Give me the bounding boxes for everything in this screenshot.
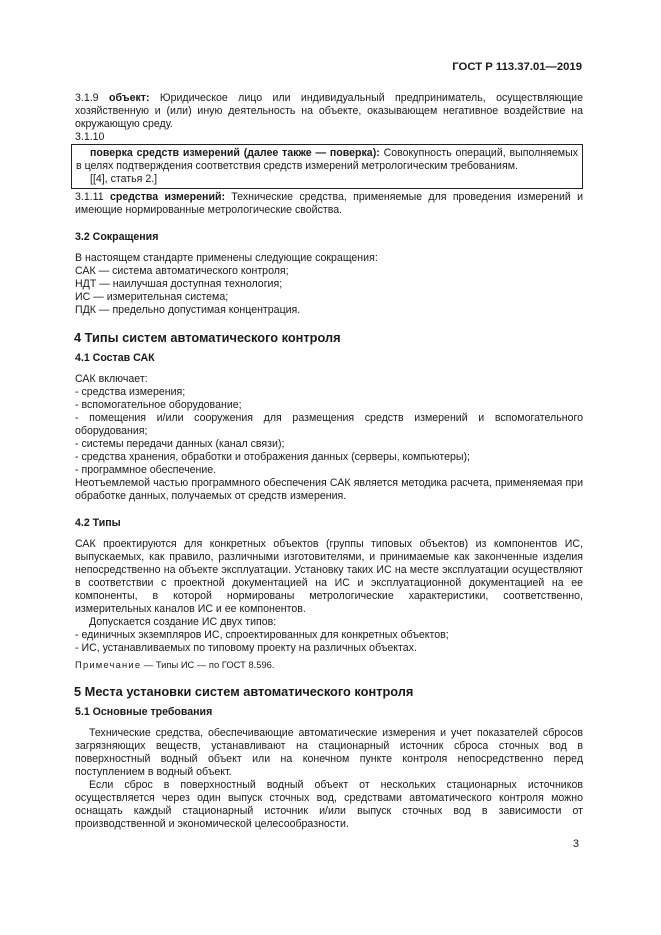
list-item: - единичных экземпляров ИС, спроектированных для конкретных объектов; [75, 629, 449, 641]
definition-reference: [[4], статья 2.] [90, 173, 158, 185]
section-heading-5: 5 Места установки систем автоматического контроля [74, 684, 414, 699]
note-text: — Типы ИС — по ГОСТ 8.596. [141, 659, 275, 670]
section-heading-4-2: 4.2 Типы [75, 517, 121, 529]
paragraph: Технические средства, обеспечивающие автоматические измерения и учет показателей сбросов загрязняющих веществ, устанавливают на стационарный источник сброса сточных вод в поверхностный водный объект или на конечном пункте контроля непосредственно перед поступлением в водный объект. [75, 727, 583, 778]
page-content [75, 92, 583, 831]
list-item: - средства измерения; [75, 386, 186, 398]
paragraph: САК включает: [75, 373, 148, 385]
document-id: ГОСТ Р 113.37.01—2019 [452, 61, 582, 73]
definition-term: поверка средств измерений (далее также — поверка): [90, 147, 380, 159]
definition-box [71, 144, 583, 189]
definition-number: 3.1.11 [75, 191, 104, 203]
list-item: САК — система автоматического контроля; [75, 265, 289, 277]
definition-number: 3.1.9 [75, 92, 99, 104]
paragraph: Допускается создание ИС двух типов: [89, 616, 277, 628]
list-item: - ИС, устанавливаемых по типовому проекту на различных объектах. [75, 642, 417, 654]
list-item: ИС — измерительная система; [75, 291, 229, 303]
list-item: НДТ — наилучшая доступная технология; [75, 278, 283, 290]
page-number: 3 [572, 838, 579, 850]
list-item: - помещения и/или сооружения для размещения средств измерений и вспомогательного оборудования; [75, 412, 583, 437]
paragraph: В настоящем стандарте применены следующие сокращения: [75, 252, 378, 264]
list-item: - программное обеспечение. [75, 464, 217, 476]
note [75, 658, 583, 671]
definition-text: Совокупность операций, выполняемых в целях подтверждения соответствия средств измерений метрологическим требованиям. [76, 147, 579, 172]
definition-term: средства измерений: [109, 191, 225, 203]
definition-term: объект: [108, 92, 150, 104]
section-heading-3-2: 3.2 Сокращения [75, 231, 159, 243]
definition-number: 3.1.10 [75, 131, 105, 143]
definition-3-1-11 [75, 191, 583, 217]
list-item: - средства хранения, обработки и отображения данных (серверы, компьютеры); [75, 451, 470, 463]
section-heading-5-1: 5.1 Основные требования [75, 706, 213, 718]
definition-3-1-9 [75, 92, 583, 131]
list-item: ПДК — предельно допустимая концентрация. [75, 304, 301, 316]
section-heading-4-1: 4.1 Состав САК [75, 352, 155, 364]
list-item: - вспомогательное оборудование; [75, 399, 242, 411]
definition-text: Юридическое лицо или индивидуальный предприниматель, осуществляющие хозяйственную и (или) иную деятельность на объекте, оказывающем негативное воздействие на окружающую среду. [75, 92, 583, 130]
section-heading-4: 4 Типы систем автоматического контроля [74, 330, 341, 345]
paragraph: САК проектируются для конкретных объектов (группы типовых объектов) из компонентов ИС, выпускаемых, как правило, различными изготовителями, и принимаемые как законченные изделия непосредственно на объекте эксплуатации. Установку таких ИС на месте эксплуатации осуществляют в соответствии с проектной документацией на ИС и эксплуатационной документацией на ее компоненты, в которой нормированы метрологические характеристики, соответственно, измерительных каналов ИС и ее компонентов. [75, 538, 583, 615]
definition-text: Технические средства, применяемые для проведения измерений и имеющие нормированные метрологические свойства. [75, 191, 583, 216]
paragraph: Неотъемлемой частью программного обеспечения САК является методика расчета, применяемая при обработке данных, получаемых от средств измерения. [75, 477, 583, 502]
list-item: - системы передачи данных (канал связи); [75, 438, 285, 450]
paragraph: Если сброс в поверхностный водный объект от нескольких стационарных источников осуществляется через один выпуск сточных вод, средствами автоматического контроля можно оснащать каждый стационарный источник и/или выпуск сточных вод в зависимости от производственной и экономической целесообразности. [75, 779, 583, 830]
note-label: Примечание [75, 659, 142, 670]
definition-3-1-10 [76, 147, 578, 173]
